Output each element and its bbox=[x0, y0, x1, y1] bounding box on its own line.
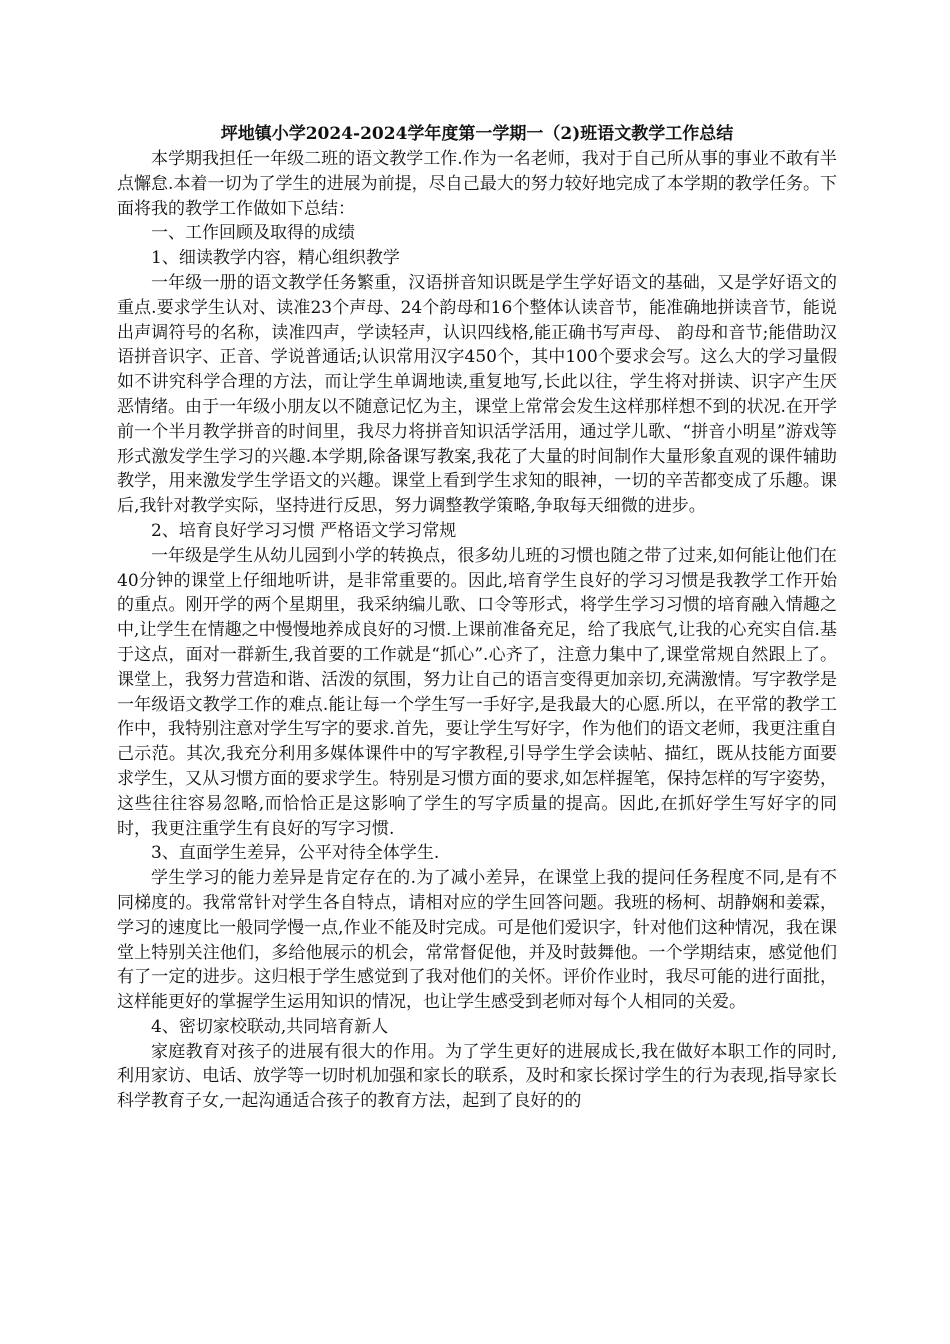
subsection-heading-3: 3、直面学生差异，公平对待全体学生. bbox=[151, 843, 440, 864]
document-page bbox=[117, 122, 837, 1114]
subsection-heading-1: 1、细读教学内容，精心组织教学 bbox=[151, 248, 400, 269]
section-heading-review: 一、工作回顾及取得的成绩 bbox=[151, 223, 355, 244]
subsection-body-1: 一年级一册的语文教学任务繁重，汉语拼音知识既是学生学好语文的基础，又是学好语文的重点.要求学生认对、读准23个声母、24个韵母和16个整体认读音节，能准确地拼读音节，能说出声调符号的名称，读准四声，学读轻声，认识四线格,能正确书写声母、 韵母和音节;能借助汉语拼音识字、正音、学说普通话;认识常用汉字450个，其中100个要求会写。这么大的学习量假如不讲究科学合理的方法，而让学生单调地读,重复地写,长此以往，学生将对拼读、识字产生厌恶情绪。由于一年级小朋友以不随意记忆为主，课堂上常常会发生这样那样想不到的状况.在开学前一个半月教学拼音的时间里，我尽力将拼音知识活学活用，通过学儿歌、“拼音小明星”游戏等形式激发学生学习的兴趣.本学期,除备课写教案,我花了大量的时间制作大量形象直观的课件辅助教学，用来激发学生学语文的兴趣。课堂上看到学生求知的眼神，一切的辛苦都变成了乐趣。课后,我针对教学实际，坚持进行反思，努力调整教学策略,争取每天细微的进步。 bbox=[117, 272, 837, 517]
subsection-body-2: 一年级是学生从幼儿园到小学的转换点，很多幼儿班的习惯也随之带了过来,如何能让他们在 40分钟的课堂上仔细地听讲，是非常重要的。因此,培育学生良好的学习习惯是我教学工作开始的重点。刚开学的两个星期里，我采纳编儿歌、口令等形式，将学生学习习惯的培育融入情趣之中,让学生在情趣之中慢慢地养成良好的习惯.上课前准备充足，给了我底气,让我的心充实自信.基于这点，面对一群新生,我首要的工作就是“抓心”.心齐了，注意力集中了,课堂常规自然跟上了。课堂上，我努力营造和谐、活泼的氛围，努力让自己的语言变得更加亲切,充满激情。写字教学是一年级语文教学工作的难点.能让每一个学生写一手好字,是我最大的心愿.所以，在平常的教学工作中，我特别注意对学生写字的要求.首先，要让学生写好字，作为他们的语文老师，我更注重自己示范。其次,我充分利用多媒体课件中的写字教程,引导学生学会读帖、描红，既从技能方面要求学生，又从习惯方面的要求学生。特别是习惯方面的要求,如怎样握笔，保持怎样的写字姿势，这些往往容易忽略,而恰恰正是这影响了学生的写字质量的提高。因此,在抓好学生写好字的同时，我更注重学生有良好的写字习惯. bbox=[117, 545, 837, 839]
subsection-body-3: 学生学习的能力差异是肯定存在的.为了减小差异，在课堂上我的提问任务程度不同,是有不同梯度的。我常常针对学生各自特点，请相对应的学生回答问题。我班的杨柯、胡静娴和姜霖，学习的速度比一般同学慢一点,作业不能及时完成。可是他们爱识字，针对他们这种情况，我在课堂上特别关注他们，多给他展示的机会，常常督促他，并及时鼓舞他。一个学期结束，感觉他们有了一定的进步。这归根于学生感觉到了我对他们的关怀。评价作业时，我尽可能的进行面批，这样能更好的掌握学生运用知识的情况，也让学生感受到老师对每个人相同的关爱。 bbox=[117, 868, 837, 1013]
document-title: 坪地镇小学2024-2024学年度第一学期一（2)班语文教学工作总结 bbox=[220, 124, 734, 144]
subsection-heading-4: 4、密切家校联动,共同培育新人 bbox=[151, 1016, 389, 1037]
intro-paragraph: 本学期我担任一年级二班的语文教学工作.作为一名老师，我对于自己所从事的事业不敢有半点懈怠.本着一切为了学生的进展为前提，尽自己最大的努力较好地完成了本学期的教学任务。下面将我的教学工作做如下总结： bbox=[117, 149, 837, 219]
subsection-heading-2: 2、培育良好学习习惯 严格语文学习常规 bbox=[151, 520, 457, 541]
subsection-body-4: 家庭教育对孩子的进展有很大的作用。为了学生更好的进展成长,我在做好本职工作的同时,利用家访、电话、放学等一切时机加强和家长的联系，及时和家长探讨学生的行为表现,指导家长科学教育子女,一起沟通适合孩子的教育方法，起到了良好的的 bbox=[117, 1041, 837, 1112]
